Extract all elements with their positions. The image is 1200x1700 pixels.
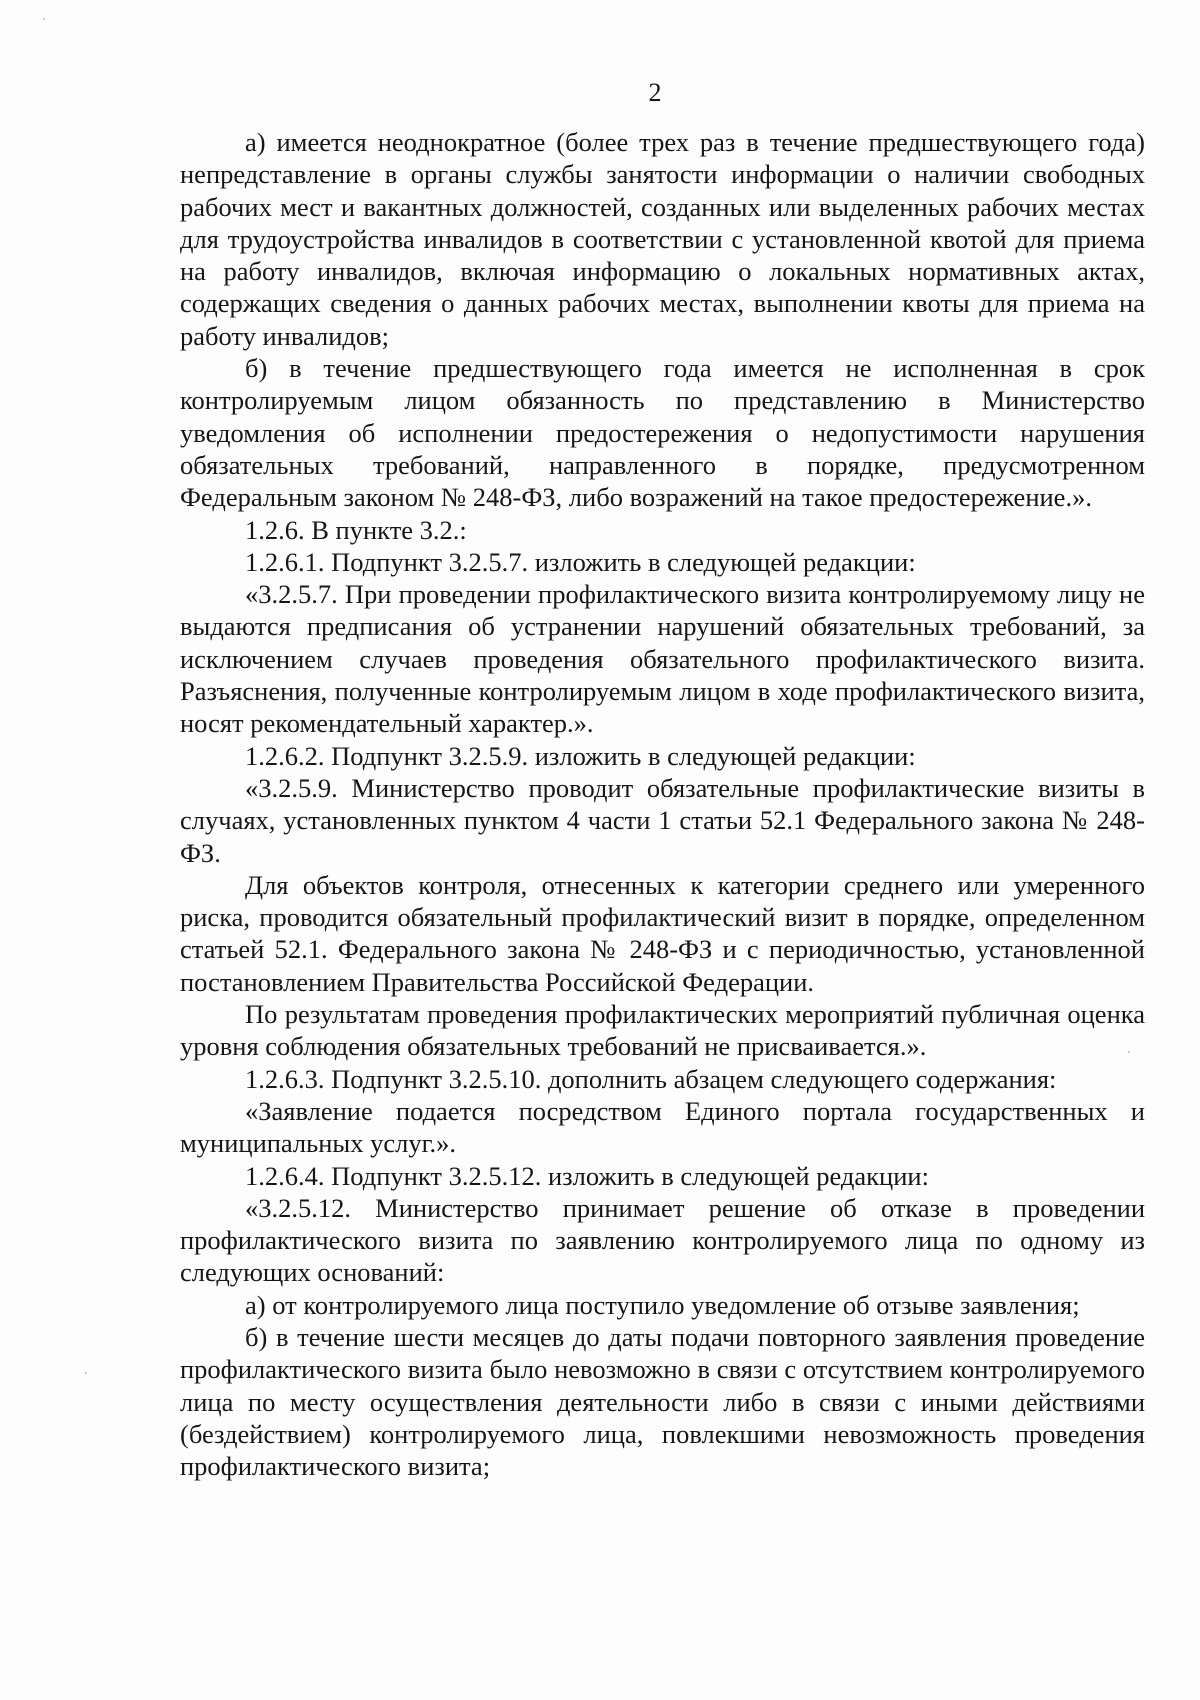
paragraph-3-2-5-7: «3.2.5.7. При проведении профилактического визита контролируемому лицу не выдаются предписания об устранении нарушений обязательных требований, за исключением случаев проведения обязательного профилактического визита. Разъяснения, полученные контролируемым лицом в ходе профилактического визита, носят рекомендательный характер.». [180,579,1145,739]
paragraph-reason-a: а) от контролируемого лица поступило уведомление об отзыве заявления; [245,1289,1080,1320]
paragraph-application-portal: «Заявление подается посредством Единого портала государственных и муниципальных услуг.». [180,1095,1145,1159]
paragraph-1-2-6-4: 1.2.6.4. Подпункт 3.2.5.12. изложить в следующей редакции: [245,1160,929,1191]
scan-speck [85,1372,87,1374]
paragraph-risk-objects: Для объектов контроля, отнесенных к категории среднего или умеренного риска, проводится обязательный профилактический визит в порядке, определенном статьей 52.1. Федерального закона № 248-ФЗ и с периодичностью, установленной постановлением Правительства Российской Федерации. [180,869,1145,997]
paragraph-1-2-6-2: 1.2.6.2. Подпункт 3.2.5.9. изложить в следующей редакции: [245,740,916,771]
paragraph-public-assessment: По результатам проведения профилактических мероприятий публичная оценка уровня соблюдения обязательных требований не присваивается.». [180,999,1145,1062]
scan-speck [43,18,45,20]
paragraph-3-2-5-12: «3.2.5.12. Министерство принимает решение об отказе в проведении профилактического визита по заявлению контролируемого лица по одному из следующих оснований: [180,1192,1145,1288]
paragraph-1-2-6: 1.2.6. В пункте 3.2.: [245,514,467,545]
paragraph-1-2-6-3: 1.2.6.3. Подпункт 3.2.5.10. дополнить абзацем следующего содержания: [245,1063,1057,1094]
paragraph-reason-b: б) в течение шести месяцев до даты подачи повторного заявления проведение профилактического визита было невозможно в связи с отсутствием контролируемого лица по месту осуществления деятельности либо в связи с иными действиями (бездействием) контролируемого лица, повлекшими невозможность проведения профилактического визита; [180,1321,1145,1482]
scan-speck [1128,1051,1130,1053]
page-number: 2 [648,78,662,107]
paragraph-b: б) в течение предшествующего года имеется не исполненная в срок контролируемым лицом обязанность по представлению в Министерство уведомления об исполнении предостережения о недопустимости нарушения обязательных требований, направленного в порядке, предусмотренном Федеральным законом № 248-ФЗ, либо возражений на такое предостережение.». [180,353,1145,513]
paragraph-3-2-5-9: «3.2.5.9. Министерство проводит обязательные профилактические визиты в случаях, установленных пунктом 4 части 1 статьи 52.1 Федерального закона № 248-ФЗ. [180,772,1145,868]
paragraph-1-2-6-1: 1.2.6.1. Подпункт 3.2.5.7. изложить в следующей редакции: [245,546,916,577]
paragraph-a: а) имеется неоднократное (более трех раз в течение предшествующего года) непредставление в органы службы занятости информации о наличии свободных рабочих мест и вакантных должностей, созданных или выделенных рабочих местах для трудоустройства инвалидов в соответствии с установленной квотой для приема на работу инвалидов, включая информацию о локальных нормативных актах, содержащих сведения о данных рабочих местах, выполнении квоты для приема на работу инвалидов; [180,127,1145,351]
document-body [180,126,1145,1482]
